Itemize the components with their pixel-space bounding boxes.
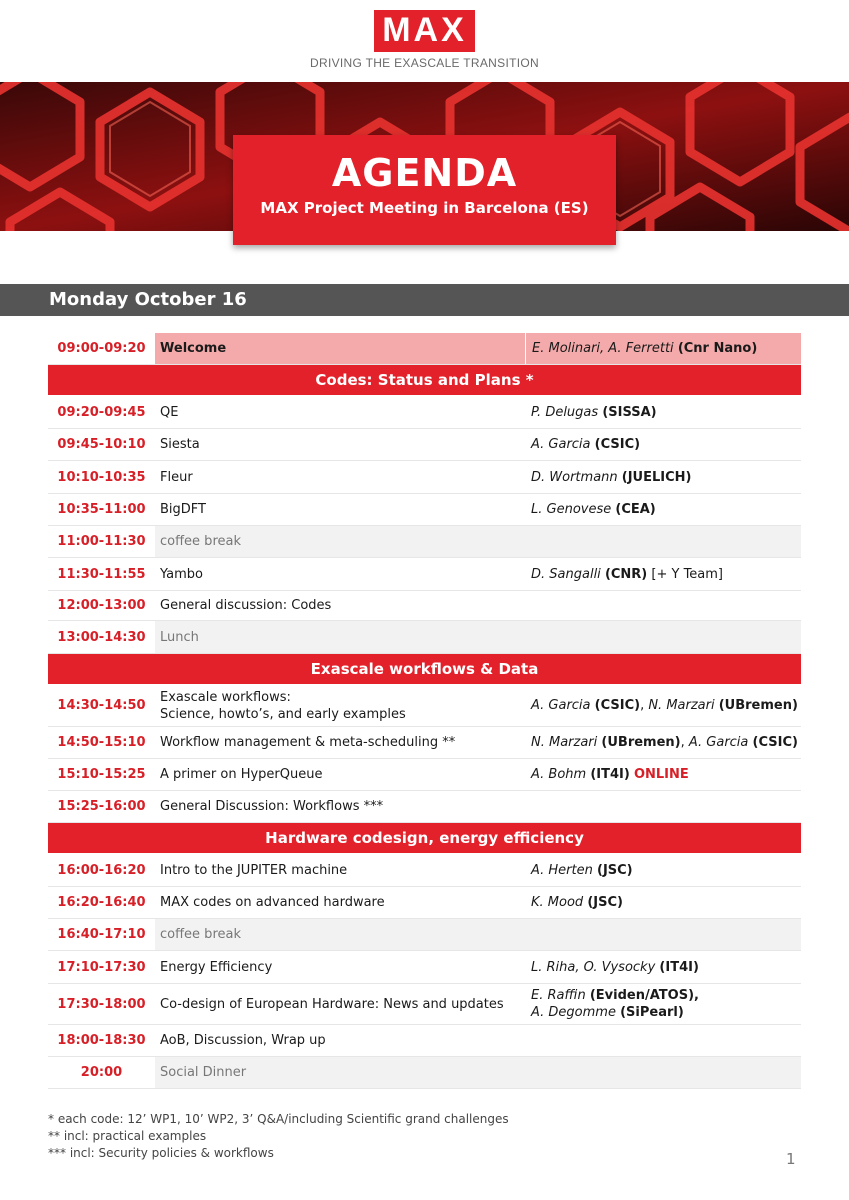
footnotes <box>48 1111 509 1162</box>
agenda-row <box>48 461 801 494</box>
row-speaker <box>525 501 801 518</box>
row-speaker: N. Marzari (UBremen), A. Garcia (CSIC) <box>531 735 798 750</box>
agenda-row <box>48 396 801 429</box>
row-topic: Welcome <box>155 333 525 364</box>
row-topic: coffee break <box>155 919 525 950</box>
row-topic: A primer on HyperQueue <box>160 767 323 782</box>
speaker-org: (CSIC) <box>594 698 641 713</box>
agenda-row <box>48 685 801 727</box>
agenda-row <box>48 887 801 919</box>
row-topic: MAX codes on advanced hardware <box>160 895 385 910</box>
row-time: 09:45-10:10 <box>57 437 146 452</box>
agenda-row <box>48 854 801 887</box>
row-topic: Lunch <box>155 621 525 653</box>
row-speaker <box>525 987 801 1021</box>
row-time: 14:30-14:50 <box>57 698 146 713</box>
agenda-row-break <box>48 1057 801 1089</box>
speaker-org: (CSIC) <box>594 437 641 452</box>
row-topic: Social Dinner <box>155 1057 525 1088</box>
row-time: 11:00-11:30 <box>57 534 146 549</box>
speaker-names: A. Degomme <box>531 1005 616 1020</box>
agenda-row <box>48 1025 801 1057</box>
speaker-org: (JUELICH) <box>621 469 692 485</box>
agenda-row <box>48 429 801 461</box>
row-speaker <box>525 469 801 486</box>
agenda-row <box>48 791 801 823</box>
speaker-org: (JSC) <box>587 895 623 910</box>
row-time: 12:00-13:00 <box>57 598 146 613</box>
row-topic: Siesta <box>160 437 200 452</box>
row-time: 09:00-09:20 <box>57 341 146 356</box>
row-time: 20:00 <box>80 1065 123 1080</box>
agenda-row <box>48 591 801 621</box>
row-topic: Yambo <box>160 566 203 582</box>
speaker-names: L. Riha, O. Vysocky <box>531 959 656 975</box>
speaker-org: (JSC) <box>597 862 633 878</box>
row-topic <box>155 689 525 723</box>
speaker-names: N. Marzari <box>648 698 715 713</box>
topic-line-2: Science, howto’s, and early examples <box>160 706 406 722</box>
speaker-org: (CEA) <box>615 502 656 517</box>
row-speaker <box>525 862 801 879</box>
row-topic: General Discussion: Workflows *** <box>160 799 384 814</box>
speaker-names: E. Raffin <box>531 988 586 1003</box>
agenda-row-welcome <box>48 333 801 365</box>
speaker-names: D. Wortmann <box>531 469 618 485</box>
page-subtitle: MAX Project Meeting in Barcelona (ES) <box>260 199 589 217</box>
section-hardware: Hardware codesign, energy efficiency <box>48 823 801 854</box>
page-title: AGENDA <box>331 151 518 195</box>
row-topic: Workflow management & meta-scheduling ** <box>160 735 456 750</box>
agenda-row <box>48 951 801 984</box>
row-topic: Co-design of European Hardware: News and updates <box>160 996 504 1012</box>
row-time: 16:40-17:10 <box>57 927 146 942</box>
agenda-row <box>48 727 801 759</box>
speaker-names: A. Garcia <box>531 698 591 713</box>
row-topic: General discussion: Codes <box>160 598 332 613</box>
speaker-org: (UBremen) <box>718 698 798 713</box>
row-topic: QE <box>160 404 179 420</box>
agenda-table <box>48 333 801 1089</box>
row-speaker <box>525 919 801 950</box>
max-logo: MAX <box>374 10 475 52</box>
agenda-row <box>48 984 801 1025</box>
row-time: 18:00-18:30 <box>57 1033 146 1048</box>
row-speaker <box>525 894 801 911</box>
row-time: 16:20-16:40 <box>57 895 146 910</box>
agenda-row-break <box>48 621 801 654</box>
speaker-names: L. Genovese <box>531 502 612 517</box>
row-topic: AoB, Discussion, Wrap up <box>160 1033 326 1048</box>
speaker-org: (CNR) <box>604 566 648 582</box>
row-time: 13:00-14:30 <box>57 629 146 645</box>
speaker-names: K. Mood <box>531 895 584 910</box>
speaker-extra: [+ Y Team] <box>651 566 724 582</box>
speaker-names: A. Bohm <box>531 767 587 782</box>
speaker-org: (UBremen) <box>601 735 681 750</box>
speaker-names: A. Herten <box>531 862 593 878</box>
speaker-org: (CSIC) <box>752 735 798 750</box>
header <box>0 10 849 70</box>
row-speaker <box>525 566 801 583</box>
speaker-names: E. Molinari, A. Ferretti <box>532 341 674 356</box>
agenda-row <box>48 558 801 591</box>
topic-line-1: Exascale workflows: <box>160 689 291 705</box>
footnote: ** incl: practical examples <box>48 1129 207 1143</box>
row-time: 17:10-17:30 <box>57 959 146 975</box>
speaker-org: (SISSA) <box>602 404 657 420</box>
speaker-names: A. Garcia <box>688 735 749 750</box>
speaker-names: D. Sangalli <box>531 566 601 582</box>
section-codes: Codes: Status and Plans * <box>48 365 801 396</box>
day-heading: Monday October 16 <box>0 284 849 316</box>
row-time: 16:00-16:20 <box>57 862 146 878</box>
speaker-names: A. Garcia <box>531 437 591 452</box>
row-time: 11:30-11:55 <box>57 566 146 582</box>
agenda-row <box>48 759 801 791</box>
row-time: 09:20-09:45 <box>57 404 146 420</box>
row-time: 14:50-15:10 <box>57 735 146 750</box>
section-workflows: Exascale workflows & Data <box>48 654 801 685</box>
row-topic: BigDFT <box>160 502 206 517</box>
agenda-row-break <box>48 919 801 951</box>
speaker-org: (SiPearl) <box>620 1005 684 1020</box>
page-number: 1 <box>786 1150 796 1168</box>
speaker-names: P. Delugas <box>531 404 599 420</box>
speaker-org: (Cnr Nano) <box>677 341 758 356</box>
agenda-row-break <box>48 526 801 558</box>
tagline: DRIVING THE EXASCALE TRANSITION <box>310 56 539 70</box>
row-time: 10:35-11:00 <box>57 502 146 517</box>
row-speaker <box>525 436 801 453</box>
row-speaker: A. Garcia (CSIC), N. Marzari (UBremen) <box>531 698 798 713</box>
row-speaker <box>525 621 801 653</box>
speaker-org: (IT4I) <box>590 767 630 782</box>
title-card <box>233 135 616 245</box>
row-speaker <box>525 333 801 364</box>
online-badge: ONLINE <box>633 767 689 782</box>
row-time: 17:30-18:00 <box>57 996 146 1012</box>
speaker-org: (Eviden/ATOS), <box>589 988 699 1003</box>
row-speaker <box>525 766 801 783</box>
row-time: 10:10-10:35 <box>57 469 146 485</box>
footnote: * each code: 12’ WP1, 10’ WP2, 3’ Q&A/including Scientific grand challenges <box>48 1112 509 1126</box>
row-speaker <box>525 1057 801 1088</box>
speaker-org: (IT4I) <box>659 959 699 975</box>
row-topic: coffee break <box>155 526 525 557</box>
row-speaker <box>525 959 801 976</box>
row-topic: Energy Efficiency <box>160 959 273 975</box>
row-topic: Intro to the JUPITER machine <box>160 862 348 878</box>
row-time: 15:25-16:00 <box>57 799 146 814</box>
row-time: 15:10-15:25 <box>57 767 146 782</box>
footnote: *** incl: Security policies & workflows <box>48 1146 274 1160</box>
speaker-names: N. Marzari <box>531 735 598 750</box>
row-speaker <box>525 526 801 557</box>
row-speaker <box>525 404 801 421</box>
agenda-row <box>48 494 801 526</box>
row-topic: Fleur <box>160 469 193 485</box>
